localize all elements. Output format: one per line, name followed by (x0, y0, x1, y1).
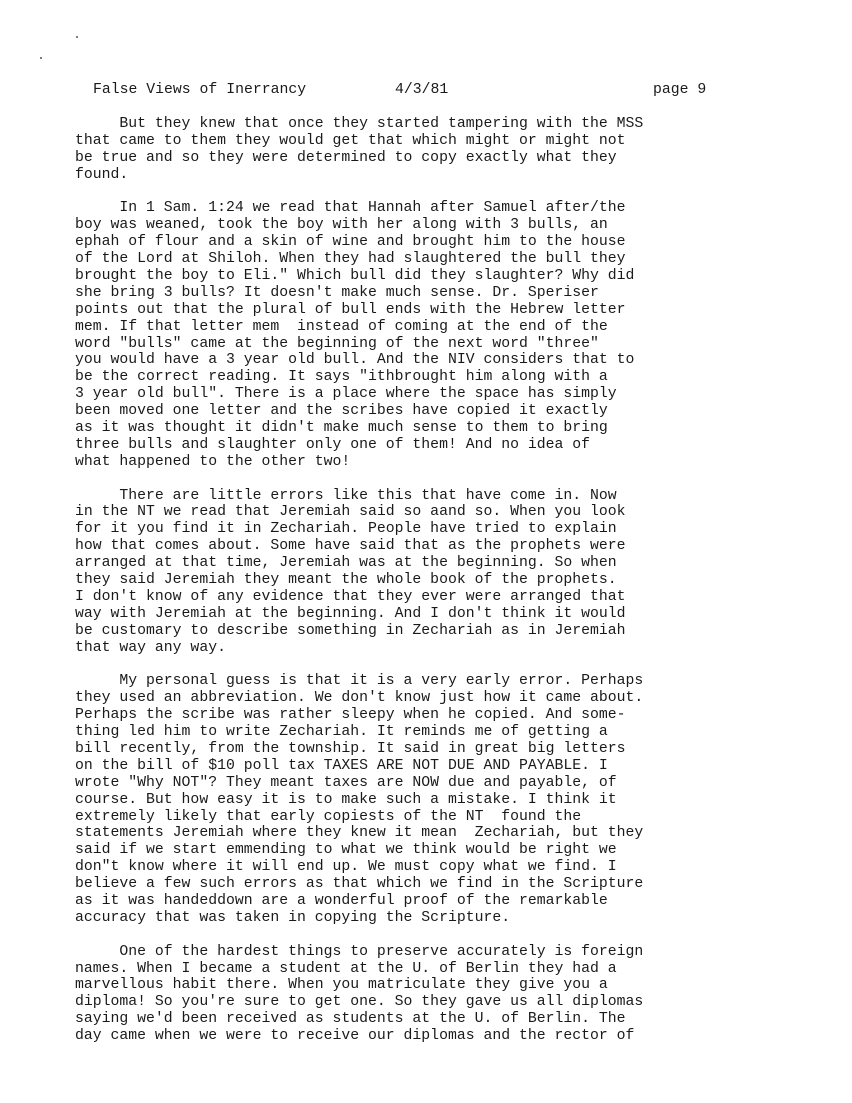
text-line: believe a few such errors as that which we find in the Scripture (75, 876, 644, 893)
text-line: said if we start emmending to what we think would be right we (75, 842, 617, 859)
document-title: False Views of Inerrancy (93, 82, 307, 98)
paragraph (75, 116, 755, 184)
text-line: Perhaps the scribe was rather sleepy when he copied. And some- (75, 707, 626, 724)
text-line: be customary to describe something in Zechariah as in Jeremiah (75, 622, 626, 639)
text-line: they used an abbreviation. We don't know just how it came about. (75, 690, 644, 707)
text-line: One of the hardest things to preserve accurately is foreign (75, 943, 644, 960)
text-line: she bring 3 bulls? It doesn't make much sense. Dr. Speriser (75, 284, 599, 301)
text-line: accuracy that was taken in copying the Scripture. (75, 909, 511, 926)
text-line: three bulls and slaughter only one of them! And no idea of (75, 436, 591, 453)
text-line: day came when we were to receive our diplomas and the rector of (75, 1028, 635, 1045)
text-line: extremely likely that early copiests of the NT found the (75, 808, 582, 825)
text-line: in the NT we read that Jeremiah said so aand so. When you look (75, 504, 626, 521)
text-line: names. When I became a student at the U. of Berlin they had a (75, 960, 617, 977)
text-line: how that comes about. Some have said that as the prophets were (75, 538, 626, 555)
text-line: ephah of flour and a skin of wine and brought him to the house (75, 234, 626, 251)
text-line: But they knew that once they started tampering with the MSS (75, 116, 644, 132)
scan-speck (76, 36, 78, 38)
text-line: My personal guess is that it is a very early error. Perhaps (75, 673, 644, 690)
paragraph (75, 488, 755, 657)
text-line: marvellous habit there. When you matriculate they give you a (75, 977, 608, 994)
text-line: of the Lord at Shiloh. When they had slaughtered the bull they (75, 251, 626, 268)
page-number: page 9 (653, 82, 707, 98)
text-line: what happened to the other two! (75, 453, 351, 470)
text-line: be the correct reading. It says "ithbrought him along with a (75, 369, 608, 386)
text-line: they said Jeremiah they meant the whole book of the prophets. (75, 572, 617, 589)
text-line: 3 year old bull". There is a place where the space has simply (75, 386, 617, 403)
text-line: found. (75, 166, 129, 183)
paragraph (75, 673, 755, 926)
scan-speck (40, 57, 42, 59)
text-line: arranged at that time, Jeremiah was at the beginning. So when (75, 555, 617, 572)
page-header (93, 82, 733, 100)
text-line: course. But how easy it is to make such a mistake. I think it (75, 791, 617, 808)
text-line: bill recently, from the township. It said in great big letters (75, 740, 626, 757)
text-line: diploma! So you're sure to get one. So they gave us all diplomas (75, 994, 644, 1011)
text-line: for it you find it in Zechariah. People have tried to explain (75, 521, 617, 538)
paragraph (75, 200, 755, 470)
text-line: on the bill of $10 poll tax TAXES ARE NOT DUE AND PAYABLE. I (75, 757, 608, 774)
document-body (75, 116, 755, 1062)
text-line: saying we'd been received as students at the U. of Berlin. The (75, 1011, 626, 1028)
text-line: There are little errors like this that have come in. Now (75, 487, 617, 504)
text-line: boy was weaned, took the boy with her along with 3 bulls, an (75, 217, 608, 234)
text-line: as it was handeddown are a wonderful proof of the remarkable (75, 892, 608, 909)
text-line: don"t know where it will end up. We must copy what we find. I (75, 859, 617, 876)
text-line: points out that the plural of bull ends with the Hebrew letter (75, 301, 626, 318)
text-line: brought the boy to Eli." Which bull did they slaughter? Why did (75, 268, 635, 285)
text-line: mem. If that letter mem instead of coming at the end of the (75, 318, 608, 335)
document-date: 4/3/81 (395, 82, 449, 98)
text-line: way with Jeremiah at the beginning. And I don't think it would (75, 605, 626, 622)
paragraph (75, 944, 755, 1045)
text-line: been moved one letter and the scribes have copied it exactly (75, 403, 608, 420)
text-line: that way any way. (75, 639, 226, 656)
text-line: you would have a 3 year old bull. And the NIV considers that to (75, 352, 635, 369)
text-line: that came to them they would get that which might or might not (75, 132, 626, 149)
text-line: be true and so they were determined to copy exactly what they (75, 149, 617, 166)
text-line: In 1 Sam. 1:24 we read that Hannah after Samuel after/the (75, 200, 626, 217)
text-line: I don't know of any evidence that they ever were arranged that (75, 588, 626, 605)
text-line: as it was thought it didn't make much sense to them to bring (75, 420, 608, 437)
text-line: thing led him to write Zechariah. It reminds me of getting a (75, 724, 608, 741)
text-line: word "bulls" came at the beginning of the next word "three" (75, 335, 599, 352)
text-line: statements Jeremiah where they knew it mean Zechariah, but they (75, 825, 644, 842)
text-line: wrote "Why NOT"? They meant taxes are NOW due and payable, of (75, 774, 617, 791)
